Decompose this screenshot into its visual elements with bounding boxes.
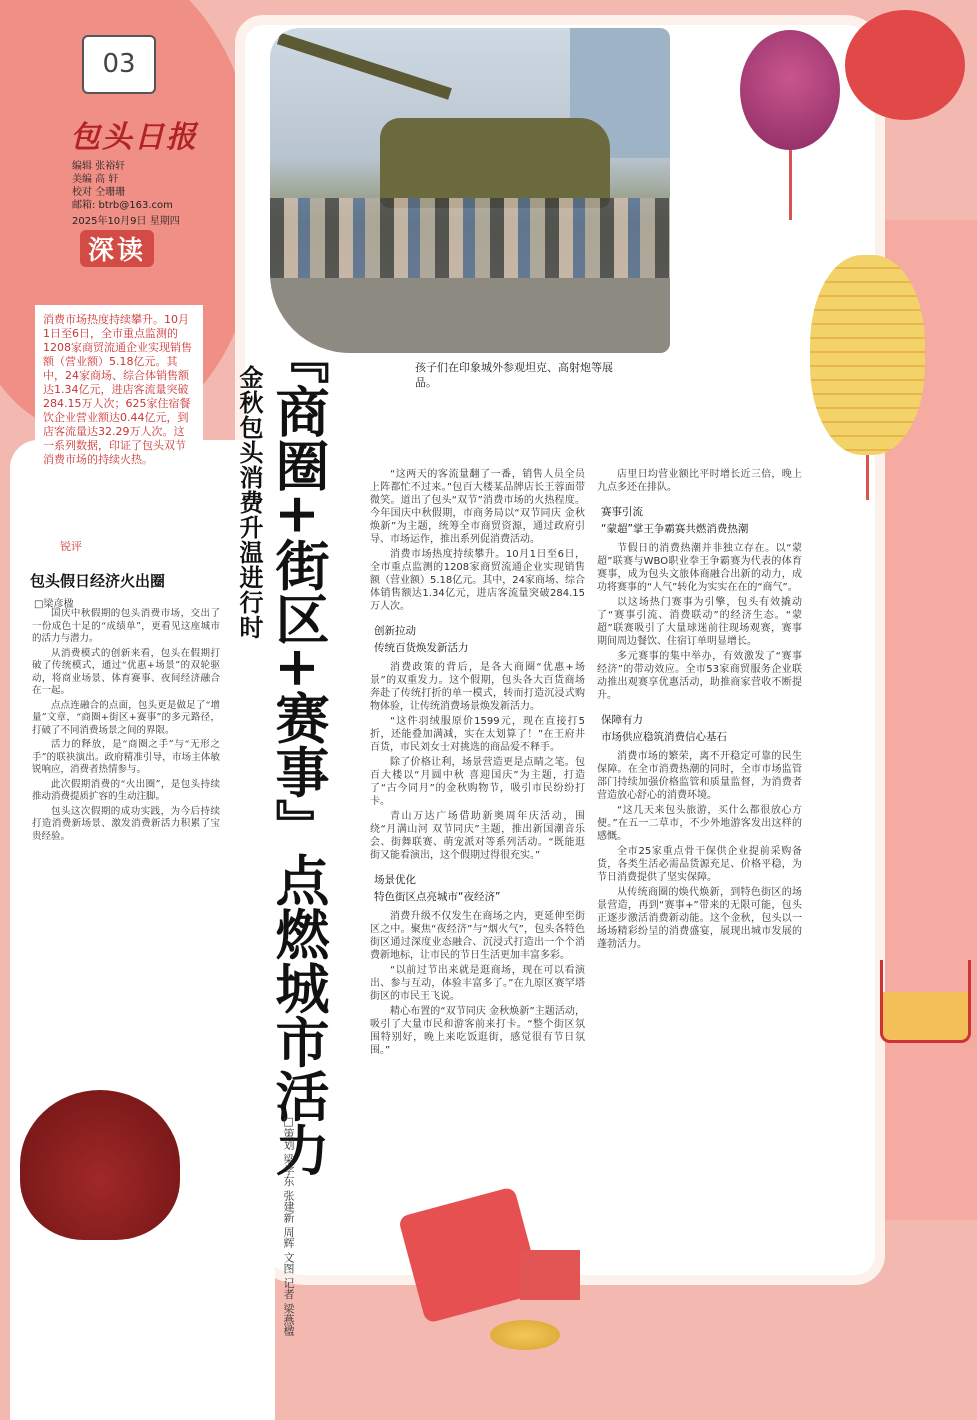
comment-author: □梁彦楹 <box>34 599 74 610</box>
article-paragraph: 以这场热门赛事为引擎，包头有效撬动了“赛事引流、消费联动”的经济生态。“蒙超”联赛吸引了大量球迷前往现场观赛，赛事期间周边餐饮、住宿订单明显增长。 <box>597 597 802 647</box>
section-label: 深读 <box>80 230 154 267</box>
lantern-icon <box>810 255 925 455</box>
masthead-logo: 包头日报 <box>70 120 198 155</box>
article-subtitle-line2: “蒙超”掌王争霸赛共燃消费热潮 <box>601 523 749 535</box>
comment-paragraph: 国庆中秋假期的包头消费市场，交出了一份成色十足的“成绩单”，更看见这座城市的活力与潜力。 <box>32 608 220 644</box>
article-paragraph: 多元赛事的集中举办，有效激发了“赛事经济”的带动效应。全市53家商贸服务企业联动推出观赛享优惠活动，助推商家营收不断提升。 <box>597 651 802 701</box>
article-paragraph: 全市25家重点骨干保供企业提前采购备货，各类生活必需品货源充足、价格平稳，为节日消费提供了坚实保障。 <box>597 846 802 883</box>
tank-barrel-shape <box>277 33 452 100</box>
lantern-icon <box>845 10 965 120</box>
article-column-2 <box>597 468 802 1188</box>
article-paragraph: “这两天的客流量翻了一番，销售人员全员上阵都忙不过来。”包百大楼某品牌店长王蓉面带微笑。道出了包头“双节”消费市场的火热程度。今年国庆中秋假期，市商务局以“双节同庆 金秋焕新”为主题，统筹全市商贸资源，通过政府引导、市场运作，推出系列促消费活动。 <box>370 469 585 545</box>
article-subtitle: 赛事引流 <box>601 506 643 518</box>
article-paragraph: “这几天来包头旅游，买什么都很放心方便。”在五一二草市，不少外地游客发出这样的感慨。 <box>597 805 802 842</box>
article-paragraph: 消费升级不仅发生在商场之内，更延伸至街区之中。聚焦“夜经济”与“烟火气”，包头各特色街区通过深度业态融合、沉浸式打造出一个个消费新地标，让市民的节日生活更加丰富多彩。 <box>370 911 585 961</box>
article-subtitle-line2: 特色街区点亮城市“夜经济” <box>374 891 501 903</box>
photo-caption: 孩子们在印象城外参观坦克、高射炮等展品。 <box>415 361 613 389</box>
flower-icon <box>20 1090 180 1240</box>
article-subtitle: 场景优化 <box>374 874 416 886</box>
crowd-shape <box>270 198 670 278</box>
article-paragraph: 店里日均营业额比平时增长近三倍，晚上九点多还在排队。 <box>597 469 802 493</box>
article-paragraph: “这件羽绒服原价1599元，现在直接打5折，还能叠加满减，实在太划算了！”在王府井百货，市民刘女士对挑选的商品爱不释手。 <box>370 716 585 753</box>
article-paragraph: 精心布置的“双节同庆 金秋焕新”主题活动，吸引了大量市民和游客前来打卡。“整个街区氛围特别好，晚上来吃饭逛街，感觉很有节日氛围。” <box>370 1006 585 1056</box>
article-paragraph: “以前过节出来就是逛商场，现在可以看演出、参与互动，体验丰富多了。”在九原区赛罕塔街区的市民王飞说。 <box>370 965 585 1002</box>
comment-tag: 锐评 <box>60 540 82 553</box>
credit-editor: 编辑 张裕轩 <box>72 161 126 172</box>
tassel-icon <box>866 455 869 500</box>
comment-paragraph: 此次假期消费的“火出圈”，是包头持续推动消费提质扩容的生动注脚。 <box>32 778 220 802</box>
coins-icon <box>490 1320 560 1350</box>
credit-proof: 校对 仝珊珊 <box>72 187 126 198</box>
gift-icon <box>520 1250 580 1300</box>
tank-shape <box>380 118 610 208</box>
subheadline: 金秋包头消费升温进行时 <box>235 365 264 640</box>
credits <box>72 160 173 212</box>
article-paragraph: 青山万达广场借助新奥周年庆活动，围绕“月满山河 双节同庆”主题，推出新国潮音乐会、街舞联赛、萌宠派对等系列活动。“既能逛街又能看演出，这个假期过得很充实。” <box>370 811 585 861</box>
intro-summary: 消费市场热度持续攀升。10月1日至6日，全市重点监测的1208家商贸流通企业实现销售额（营业额）5.18亿元。其中，24家商场、综合体销售额达1.34亿元，进店客流量突破284.15万人次；625家住宿餐饮企业营业额达0.44亿元，到店客流量达32.29万人次。这一系列数据，印证了包头双节消费市场的持续火热。 <box>35 305 203 496</box>
tank-photo <box>270 28 670 353</box>
article-paragraph: 从传统商圈的焕代焕新，到特色街区的场景营造，再到“赛事+”带来的无限可能，包头正逐步激活消费新动能。这个金秋，包头以一场场精彩纷呈的消费盛宴，展现出城市发展的蓬勃活力。 <box>597 887 802 950</box>
article-subtitle: 保障有力 <box>601 714 643 726</box>
article-subtitle-line2: 市场供应稳筑消费信心基石 <box>601 731 727 743</box>
byline: □策划 梁学东 张建新 周辉 文图 记者 梁燕楹 <box>282 1115 295 1336</box>
headline: 『商圈+街区+赛事』点燃城市活力 <box>267 330 331 1177</box>
page-number: 03 <box>82 35 156 94</box>
credit-email: 邮箱: btrb@163.com <box>72 200 173 211</box>
article-paragraph: 消费政策的背后，是各大商圈“优惠+场景”的双重发力。这个假期，包头各大百货商场奔赴了传统打折的单一模式，转而打造沉浸式购物体验，让传统消费场景焕发新活力。 <box>370 662 585 712</box>
lantern-icon <box>740 30 840 150</box>
article-paragraph: 除了价格让利，场景营造更是点睛之笔。包百大楼以“月圆中秋 喜迎国庆”为主题，打造了“古今同月”的金秋购物节，吸引市民纷纷打卡。 <box>370 757 585 807</box>
comment-title: 包头假日经济火出圈 <box>30 572 166 590</box>
comment-body <box>32 608 220 1048</box>
comment-paragraph: 从消费模式的创新来看，包头在假期打破了传统模式，通过“优惠+场景”的双轮驱动，将商业场景、体育赛事、夜间经济融合在一起。 <box>32 647 220 696</box>
article-subtitle-line2: 传统百货焕发新活力 <box>374 642 469 654</box>
article-paragraph: 消费市场的繁荣，离不开稳定可靠的民生保障。在全市消费热潮的同时，全市市场监管部门持续加强价格监管和质量监督，为消费者营造放心舒心的消费环境。 <box>597 751 802 801</box>
comment-paragraph: 活力的释放，是“商圈之手”与“无形之手”的联袂演出。政府精准引导，市场主体敏锐响应，消费者热情参与。 <box>32 739 220 775</box>
shopping-cart-icon <box>880 960 971 1043</box>
article-subtitle: 创新拉动 <box>374 625 416 637</box>
tassel-icon <box>789 150 792 220</box>
comment-paragraph: 包头这次假期的成功实践，为今后持续打造消费新场景、激发消费新活力积累了宝贵经验。 <box>32 805 220 842</box>
article-paragraph: 节假日的消费热潮并非独立存在。以“蒙超”联赛与WBO职业拳王争霸赛为代表的体育赛事，成为包头文旅体商融合出新的动力，成功将赛事的“人气”转化为实实在在的“商气”。 <box>597 543 802 593</box>
credit-art: 美编 高 轩 <box>72 174 119 185</box>
comment-paragraph: 点点连融合的点面，包头更是做足了“增量”文章，“商圈+街区+赛事”的多元路径，打破了不同消费场景之间的界限。 <box>32 699 220 736</box>
issue-date: 2025年10月9日 星期四 <box>72 216 180 227</box>
article-paragraph: 消费市场热度持续攀升。10月1日至6日，全市重点监测的1208家商贸流通企业实现销售额（营业额）5.18亿元。其中，24家商场、综合体销售额达1.34亿元，进店客流量突破284.15万人次。 <box>370 549 585 612</box>
